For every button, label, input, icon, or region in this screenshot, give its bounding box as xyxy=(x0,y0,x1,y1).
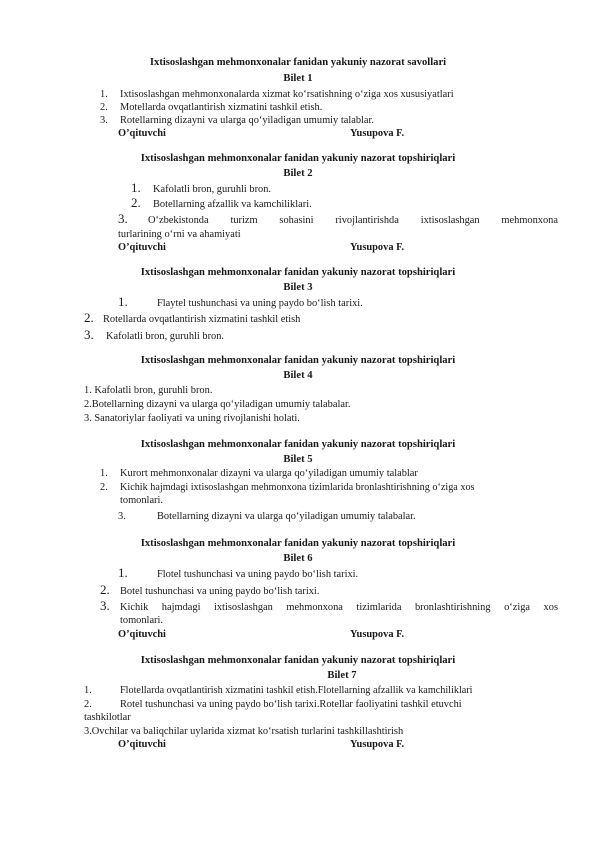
item-number: 1. xyxy=(118,565,128,580)
question-text: Motellarda ovqatlantirish xizmatini tashkil etish. xyxy=(120,102,323,113)
item-number: 3. xyxy=(118,211,128,226)
section-title: Ixtisoslashgan mehmonxonalar fanidan yakuniy nazorat topshiriqlari xyxy=(140,655,456,666)
question-text: Botel tushunchasi va uning paydo bo‘lish tarixi. xyxy=(120,586,320,597)
question-text-continued: tomonlari. xyxy=(120,495,163,506)
question-text: 3. Sanatoriylar faoliyati va uning rivojlanishi holati. xyxy=(84,413,300,424)
section-title: Ixtisoslashgan mehmonxonalar fanidan yakuniy nazorat savollari xyxy=(149,57,447,68)
item-number: 3. xyxy=(100,598,110,613)
section-title: Ixtisoslashgan mehmonxonalar fanidan yakuniy nazorat topshiriqlari xyxy=(140,355,456,366)
question-text: Rotellarning dizayni va ularga qo‘yiladigan umumiy talablar. xyxy=(120,115,375,126)
item-number: 2. xyxy=(84,699,92,710)
item-number: 1. xyxy=(131,180,141,195)
question-text: Flaytel tushunchasi va uning paydo bo‘lish tarixi. xyxy=(157,298,363,309)
question-text: Kafolatli bron, guruhli bron. xyxy=(153,184,272,195)
teacher-name: Yusupova F. xyxy=(350,242,405,253)
question-text: O‘zbekistonda turizm sohasini rivojlantirishda ixtisoslashgan mehmonxona xyxy=(148,215,558,226)
teacher-name: Yusupova F. xyxy=(350,629,405,640)
item-number: 3. xyxy=(118,511,126,522)
section-title: Ixtisoslashgan mehmonxonalar fanidan yakuniy nazorat topshiriqlari xyxy=(140,267,456,278)
ticket-number: Bilet 4 xyxy=(283,370,313,381)
item-number: 2. xyxy=(131,195,141,210)
question-text: Rotel tushunchasi va uning paydo bo‘lish tarixi.Rotellar faoliyatini tashkil etuvchi xyxy=(120,699,462,710)
item-number: 1. xyxy=(84,685,92,696)
question-text: Botellarning afzallik va kamchiliklari. xyxy=(153,199,312,210)
teacher-label: O’qituvchi xyxy=(118,128,166,139)
ticket-number: Bilet 3 xyxy=(283,282,313,293)
ticket-number: Bilet 2 xyxy=(283,168,313,179)
question-text: 1. Kafolatli bron, guruhli bron. xyxy=(84,385,213,396)
item-number: 1. xyxy=(118,294,128,309)
section-title: Ixtisoslashgan mehmonxonalar fanidan yakuniy nazorat topshiriqlari xyxy=(140,153,456,164)
item-number: 1. xyxy=(100,468,108,479)
item-number: 1. xyxy=(100,89,108,100)
ticket-number: Bilet 7 xyxy=(327,670,357,681)
teacher-label: O’qituvchi xyxy=(118,739,166,750)
question-text: 2.Botellarning dizayni va ularga qo‘yiladigan umumiy talabalar. xyxy=(84,399,351,410)
teacher-label: O’qituvchi xyxy=(118,629,166,640)
item-number: 3. xyxy=(84,327,94,342)
teacher-name: Yusupova F. xyxy=(350,128,405,139)
teacher-name: Yusupova F. xyxy=(350,739,405,750)
question-text-continued: turlarining o‘rni va ahamiyati xyxy=(118,229,241,240)
question-text: Flotellarda ovqatlantirish xizmatini tashkil etish.Flotellarning afzallik va kamchiliklari xyxy=(120,685,473,696)
item-number: 2. xyxy=(100,102,108,113)
question-text: Ixtisoslashgan mehmonxonalarda xizmat ko‘rsatishning o‘ziga xos xususiyatlari xyxy=(120,89,454,100)
question-text: Rotellarda ovqatlantirish xizmatini tashkil etish xyxy=(103,314,301,325)
question-text: Kurort mehmonxonalar dizayni va ularga qo‘yiladigan umumiy talablar xyxy=(120,468,418,479)
ticket-number: Bilet 1 xyxy=(283,73,313,84)
question-text-continued: tashkilotlar xyxy=(84,712,131,723)
item-number: 2. xyxy=(100,582,110,597)
question-text: Flotel tushunchasi va uning paydo bo‘lish tarixi. xyxy=(157,569,359,580)
question-text: Kafolatli bron, guruhli bron. xyxy=(106,331,225,342)
item-number: 2. xyxy=(100,482,108,493)
teacher-label: O’qituvchi xyxy=(118,242,166,253)
ticket-number: Bilet 6 xyxy=(283,553,313,564)
section-title: Ixtisoslashgan mehmonxonalar fanidan yakuniy nazorat topshiriqlari xyxy=(140,439,456,450)
question-text: Botellarning dizayni va ularga qo‘yiladigan umumiy talabalar. xyxy=(157,511,416,522)
item-number: 2. xyxy=(84,310,94,325)
question-text-continued: tomonlari. xyxy=(120,615,163,626)
question-text: 3.Ovchilar va baliqchilar uylarida xizmat ko‘rsatish turlarini tashkillashtirish xyxy=(84,726,404,737)
item-number: 3. xyxy=(100,115,108,126)
question-text: Kichik hajmdagi ixtisoslashgan mehmonxona tizimlarida bronlashtirishning o‘ziga xos xyxy=(120,482,475,493)
ticket-number: Bilet 5 xyxy=(283,454,313,465)
section-title: Ixtisoslashgan mehmonxonalar fanidan yakuniy nazorat topshiriqlari xyxy=(140,538,456,549)
question-text: Kichik hajmdagi ixtisoslashgan mehmonxona tizimlarida bronlashtirishning o‘ziga xos xyxy=(120,602,558,613)
